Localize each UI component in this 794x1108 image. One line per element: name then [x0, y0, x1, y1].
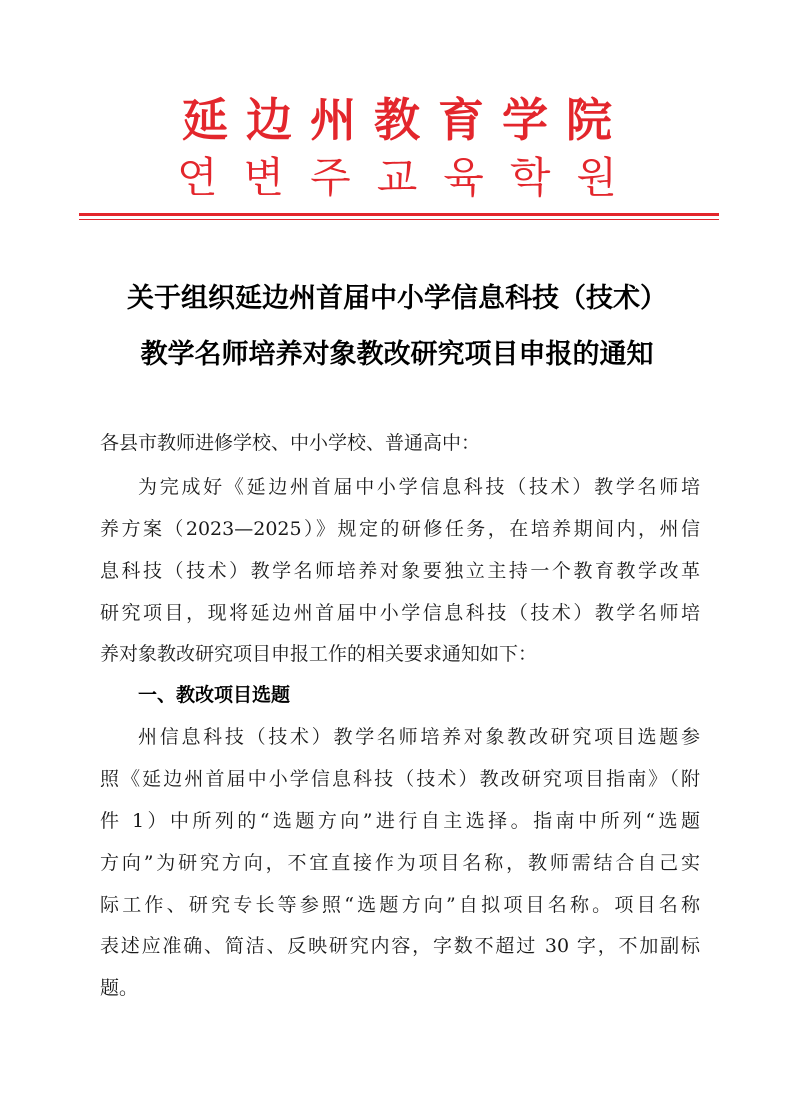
org-name-korean: 연변주교육학원: [176, 153, 643, 202]
paragraph-1-line: 养对象教改研究项目申报工作的相关要求通知如下：: [100, 643, 538, 665]
paragraph-2-line: 题。: [100, 977, 139, 999]
paragraph-2-line: 照《延边州首届中小学信息科技（技术）教改研究项目指南》（附: [100, 768, 700, 790]
org-name-chinese: 延边州教育学院: [182, 93, 630, 147]
paragraph-1-line: 养方案（2023—2025）》规定的研修任务，在培养期间内，州信: [100, 518, 700, 540]
paragraph-1-line: 研究项目，现将延边州首届中小学信息科技（技术）教学名师培: [100, 602, 700, 624]
salutation: 各县市教师进修学校、中小学校、普通高中：: [100, 432, 481, 454]
paragraph-2-line: 表述应准确、简洁、反映研究内容，字数不超过 30 字，不加副标: [100, 935, 700, 957]
paragraph-1-line: 息科技（技术）教学名师培养对象要独立主持一个教育教学改革: [100, 560, 700, 582]
document-title-line-1: 关于组织延边州首届中小学信息科技（技术）: [127, 283, 667, 314]
document-title-line-2: 教学名师培养对象教改研究项目申报的通知: [140, 339, 654, 370]
header-rule-thin: [79, 219, 719, 220]
section-1-heading: 一、教改项目选题: [138, 684, 291, 706]
header-rule-thick: [79, 213, 719, 216]
paragraph-2-line: 件 1）中所列的“选题方向”进行自主选择。指南中所列“选题: [100, 810, 700, 832]
paragraph-2-line: 方向”为研究方向，不宜直接作为项目名称，教师需结合自己实: [100, 852, 700, 874]
paragraph-2-line: 际工作、研究专长等参照“选题方向”自拟项目名称。项目名称: [100, 894, 700, 916]
paragraph-2-line: 州信息科技（技术）教学名师培养对象教改研究项目选题参: [138, 726, 700, 748]
paragraph-1-line: 为完成好《延边州首届中小学信息科技（技术）教学名师培: [138, 476, 700, 498]
